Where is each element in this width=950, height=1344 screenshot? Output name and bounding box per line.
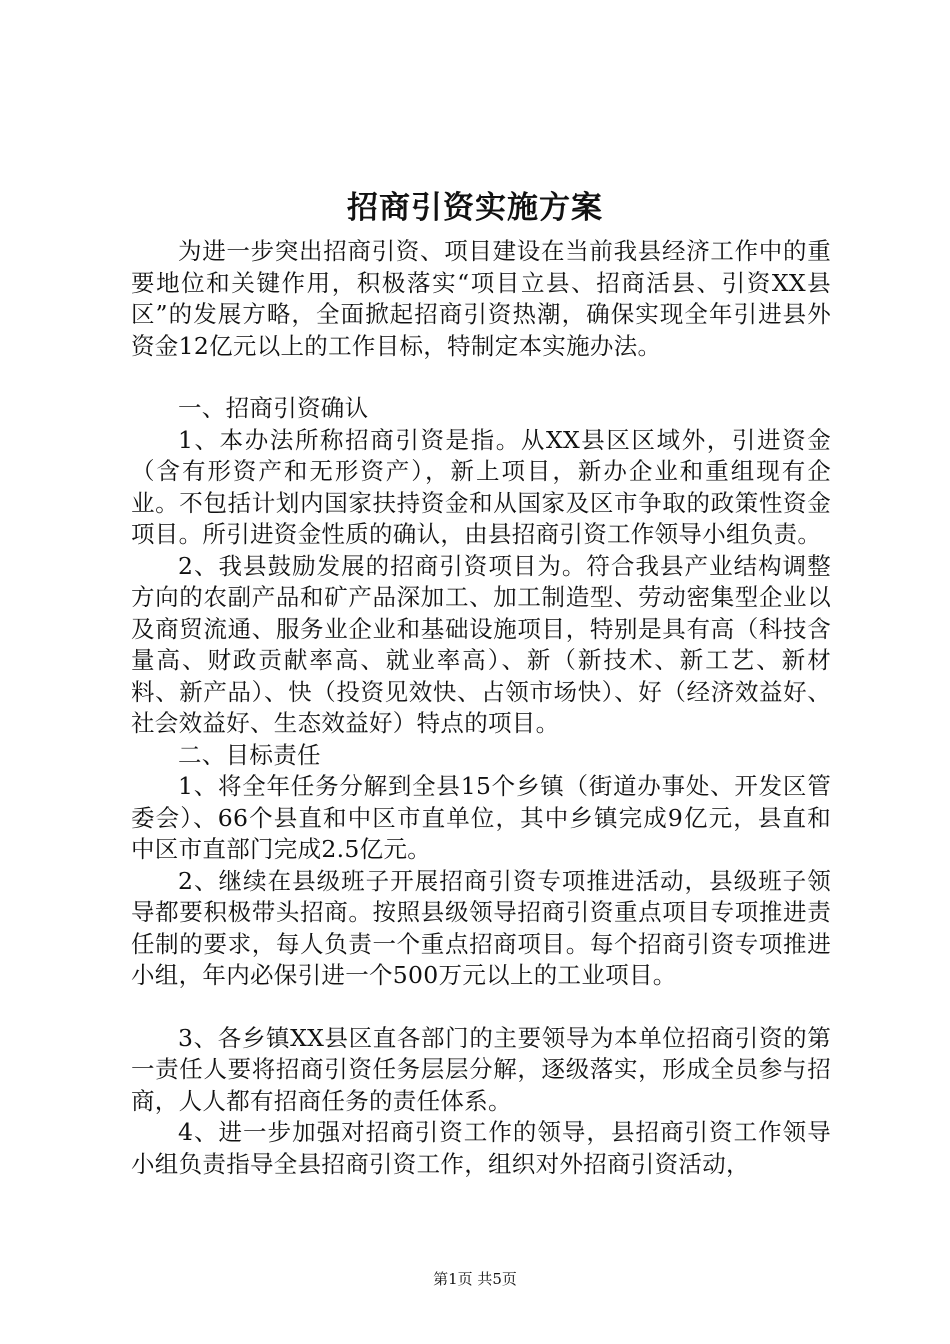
- section-1-heading: 一、招商引资确认: [178, 394, 369, 422]
- document-title: 招商引资实施方案: [347, 190, 603, 226]
- section-2-item-3: 3、各乡镇XX县区直各部门的主要领导为本单位招商引资的第一责任人要将招商引资任务层层分解，逐级落实，形成全员参与招商，人人都有招商任务的责任体系。: [131, 1023, 831, 1115]
- document-body: [131, 236, 831, 1180]
- intro-paragraph: 为进一步突出招商引资、项目建设在当前我县经济工作中的重要地位和关键作用，积极落实“项目立县、招商活县、引资XX县区”的发展方略，全面掀起招商引资热潮，确保实现全年引进县外资金12亿元以上的工作目标，特制定本实施办法。: [131, 237, 831, 360]
- section-1-item-2: 2、我县鼓励发展的招商引资项目为。符合我县产业结构调整方向的农副产品和矿产品深加工、加工制造型、劳动密集型企业以及商贸流通、服务业企业和基础设施项目，特别是具有高（科技含量高、财政贡献率高、就业率高）、新（新技术、新工艺、新材料、新产品）、快（投资见效快、占领市场快）、好（经济效益好、社会效益好、生态效益好）特点的项目。: [131, 551, 831, 737]
- section-2-item-2: 2、继续在县级班子开展招商引资专项推进活动，县级班子领导都要积极带头招商。按照县级领导招商引资重点项目专项推进责任制的要求，每人负责一个重点招商项目。每个招商引资专项推进小组，年内必保引进一个500万元以上的工业项目。: [131, 866, 831, 989]
- section-1-item-1: 1、本办法所称招商引资是指。从XX县区区域外，引进资金（含有形资产和无形资产），新上项目，新办企业和重组现有企业。不包括计划内国家扶持资金和从国家及区市争取的政策性资金项目。所引进资金性质的确认，由县招商引资工作领导小组负责。: [131, 425, 831, 548]
- page-footer: 第1页 共5页: [433, 1270, 517, 1288]
- section-2-item-1: 1、将全年任务分解到全县15个乡镇（街道办事处、开发区管委会）、66个县直和中区市直单位，其中乡镇完成9亿元，县直和中区市直部门完成2.5亿元。: [131, 772, 831, 863]
- section-2-item-4: 4、进一步加强对招商引资工作的领导，县招商引资工作领导小组负责指导全县招商引资工作，组织对外招商引资活动，: [131, 1118, 831, 1178]
- section-2-heading: 二、目标责任: [178, 740, 321, 769]
